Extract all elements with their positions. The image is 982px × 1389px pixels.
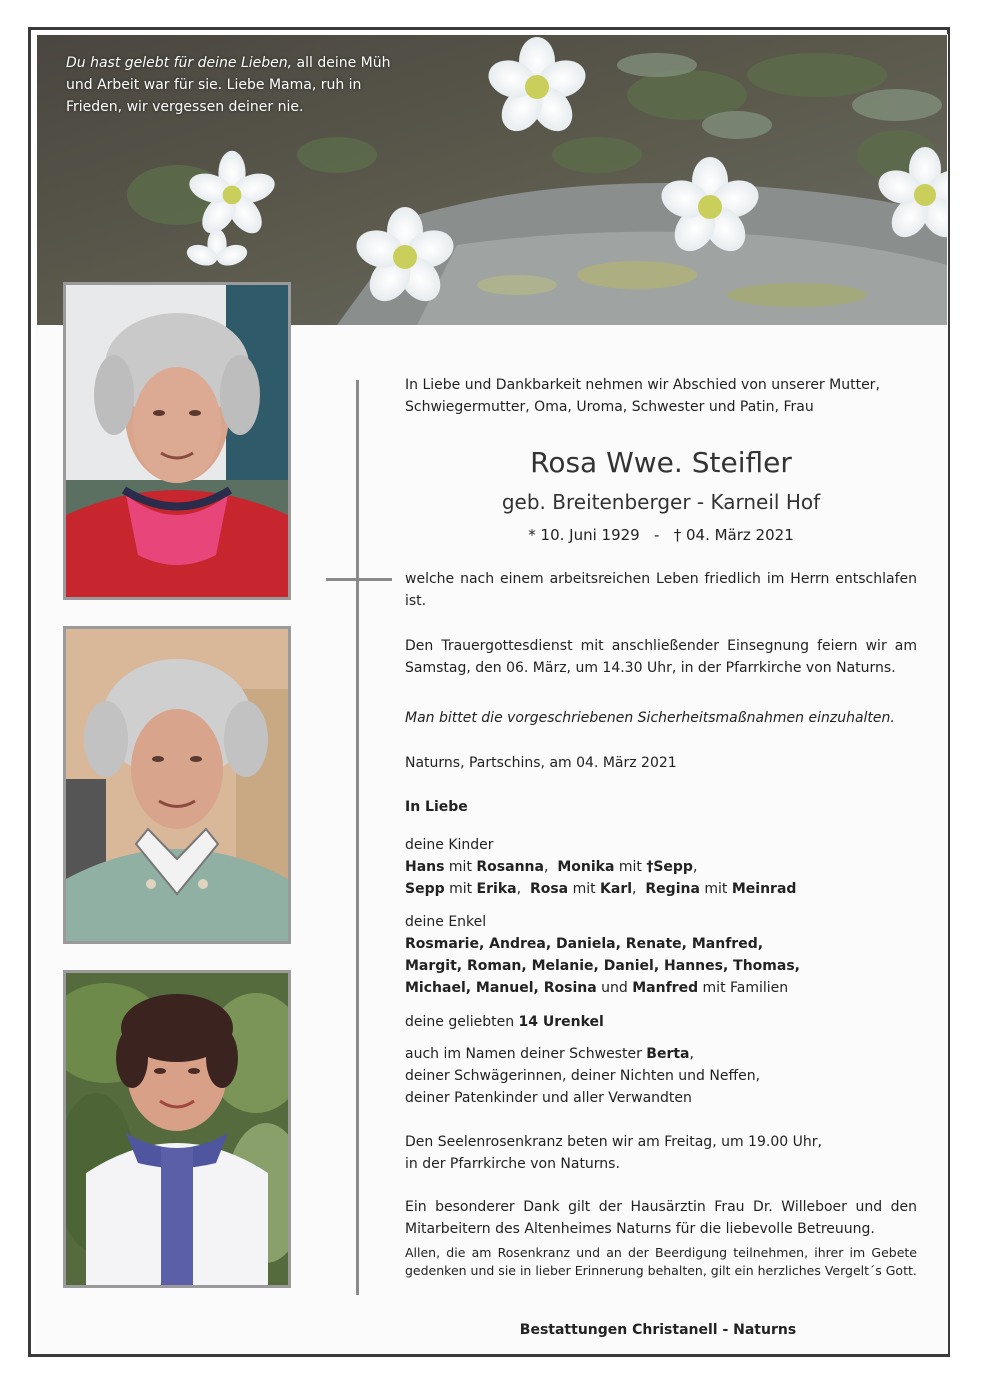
grandchildren-line-2: Margit, Roman, Melanie, Daniel, Hannes, Thomas, <box>405 958 800 974</box>
thanks-text: Ein besonderer Dank gilt der Hausärztin Frau Dr. Willeboer und den Mitarbeitern des Altenheimes Naturns für die liebevolle Betreuung. <box>405 1199 917 1237</box>
portrait-photo-2 <box>63 626 291 944</box>
quote-text: all deine Müh und Arbeit war für sie. Liebe Mama, ruh in Frieden, wir vergessen deiner nie. <box>66 55 391 115</box>
portrait-photo-3 <box>63 970 291 1288</box>
grandchildren-line-3: Michael, Manuel, Rosina und Manfred mit Familien <box>405 980 789 996</box>
relatives-block <box>405 1043 917 1109</box>
intro-text: In Liebe und Dankbarkeit nehmen wir Abschied von unserer Mutter, Schwiegermutter, Oma, Uroma, Schwester und Patin, Frau <box>405 377 880 415</box>
grandchildren-label: deine Enkel <box>405 914 487 930</box>
rosary-block <box>405 1131 917 1175</box>
in-love-heading: In Liebe <box>405 799 468 815</box>
relatives-line-1: auch im Namen deiner Schwester Berta, <box>405 1046 694 1062</box>
thanks-small-text: Allen, die am Rosenkranz und an der Beerdigung teilnehmen, ihrer im Gebete gedenken und sie in lieber Erinnerung behalten, gilt ein herzliches Vergelt´s Gott. <box>405 1245 917 1278</box>
rosary-line-2: in der Pfarrkirche von Naturns. <box>405 1156 620 1172</box>
cross-horizontal-line <box>326 578 392 581</box>
funeral-home-footer: Bestattungen Christanell - Naturns <box>519 1322 797 1338</box>
grandchildren-block <box>405 911 917 999</box>
relatives-line-3: deiner Patenkinder und aller Verwandten <box>405 1090 692 1106</box>
place-date: Naturns, Partschins, am 04. März 2021 <box>405 755 677 771</box>
grandchildren-line-1: Rosmarie, Andrea, Daniela, Renate, Manfred, <box>405 936 764 952</box>
life-dates: * 10. Juni 1929 - † 04. März 2021 <box>528 526 794 544</box>
birth-name: geb. Breitenberger - Karneil Hof <box>501 490 821 514</box>
death-text: welche nach einem arbeitsreichen Leben friedlich im Herrn entschlafen ist. <box>405 571 917 609</box>
great-grandchildren: deine geliebten 14 Urenkel <box>405 1014 604 1030</box>
children-block <box>405 834 917 900</box>
relatives-line-2: deiner Schwägerinnen, deiner Nichten und Neffen, <box>405 1068 761 1084</box>
cross-vertical-line <box>356 380 359 1295</box>
deceased-name: Rosa Wwe. Steifler <box>530 446 792 479</box>
portrait-photo-1 <box>63 282 291 600</box>
children-line-2: Sepp mit Erika, Rosa mit Karl, Regina mit Meinrad <box>405 881 797 897</box>
children-label: deine Kinder <box>405 837 494 853</box>
service-text: Den Trauergottesdienst mit anschließender Einsegnung feiern wir am Samstag, den 06. März, um 14.30 Uhr, in der Pfarrkirche von Naturns. <box>405 638 917 676</box>
quote-emphasis: Du hast gelebt für deine Lieben, <box>66 55 293 71</box>
children-line-1: Hans mit Rosanna, Monika mit †Sepp, <box>405 859 698 875</box>
rosary-line-1: Den Seelenrosenkranz beten wir am Freitag, um 19.00 Uhr, <box>405 1134 822 1150</box>
banner-quote <box>66 52 396 118</box>
safety-note: Man bittet die vorgeschriebenen Sicherheitsmaßnahmen einzuhalten. <box>405 710 895 726</box>
